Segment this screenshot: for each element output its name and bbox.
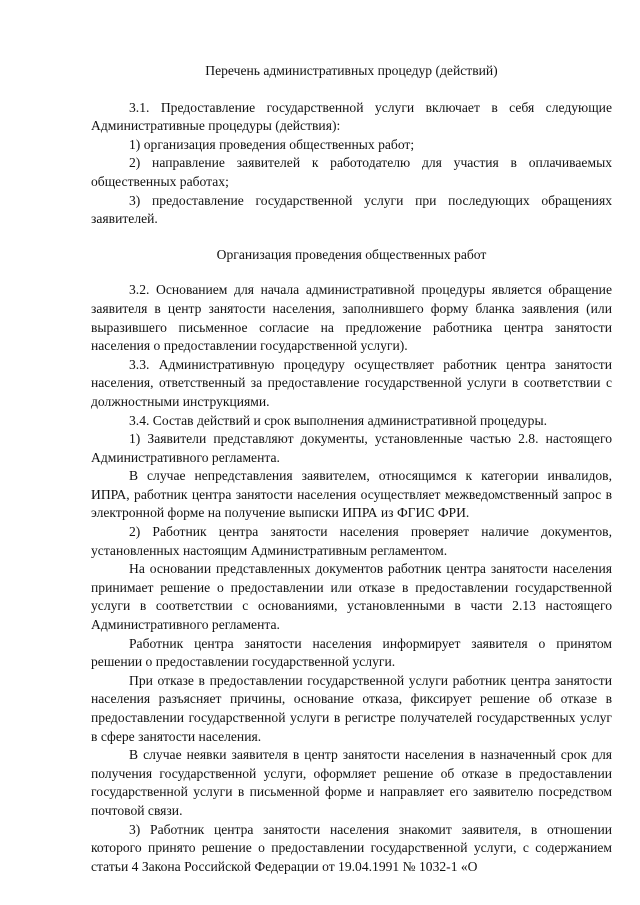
list-item: 2) направление заявителей к работодателю для участия в оплачиваемых общественных работах; xyxy=(91,155,612,189)
paragraph: Работник центра занятости населения информирует заявителя о принятом решении о предоставлении государственной услуги. xyxy=(91,635,612,670)
paragraph: 3.4. Состав действий и срок выполнения административной процедуры. xyxy=(129,412,548,428)
paragraph: 3.3. Административную процедуру осуществляет работник центра занятости населения, ответственный за предоставление государственной услуги в соответствии с должностными инструкциями. xyxy=(91,356,612,409)
paragraph: 3) Работник центра занятости населения знакомит заявителя, в отношении которого принято решение о предоставлении государственной услуги, с содержанием статьи 4 Закона Российской Федерации от 19.04.1991 № 1032-1 «О xyxy=(91,821,612,874)
section-heading-public-works: Организация проведения общественных работ xyxy=(216,246,487,262)
paragraph: 3.2. Основанием для начала административной процедуры является обращение заявителя в центр занятости населения, заполнившего форму бланка заявления (или выразившего письменное согласие на предложение работника центра занятости населения о предоставлении государственной услуги). xyxy=(91,282,612,354)
paragraph: 2) Работник центра занятости населения проверяет наличие документов, установленных настоящим Административным регламентом. xyxy=(91,524,612,558)
paragraph: При отказе в предоставлении государственной услуги работник центра занятости населения разъясняет причины, основание отказа, фиксирует решение об отказе в предоставлении государственной услуги в регистре получателей государственных услуг в сфере занятости населения. xyxy=(91,672,612,744)
list-item: 1) организация проведения общественных работ; xyxy=(129,136,415,152)
paragraph: В случае непредставления заявителем, относящимся к категории инвалидов, ИПРА, работник центра занятости населения осуществляет межведомственный запрос в электронной форме на получение выписки ИПРА из ФГИС ФРИ. xyxy=(91,468,612,521)
paragraph: 1) Заявители представляют документы, установленные частью 2.8. настоящего Административного регламента. xyxy=(91,431,612,465)
list-item: 3) предоставление государственной услуги при последующих обращениях заявителей. xyxy=(91,192,612,227)
paragraph: На основании представленных документов работник центра занятости населения принимает решение о предоставлении или отказе в предоставлении государственной услуги в соответствии с основаниями, установленными в части 2.13 настоящего Административного регламента. xyxy=(91,561,612,633)
section-heading-procedures: Перечень административных процедур (действий) xyxy=(205,63,498,78)
paragraph: В случае неявки заявителя в центр занятости населения в назначенный срок для получения государственной услуги, оформляет решение об отказе в предоставлении государственной услуги в письменной форме и направляет его заявителю посредством почтовой связи. xyxy=(91,747,612,818)
paragraph: 3.1. Предоставление государственной услуги включает в себя следующие Административные процедуры (действия): xyxy=(91,99,612,134)
